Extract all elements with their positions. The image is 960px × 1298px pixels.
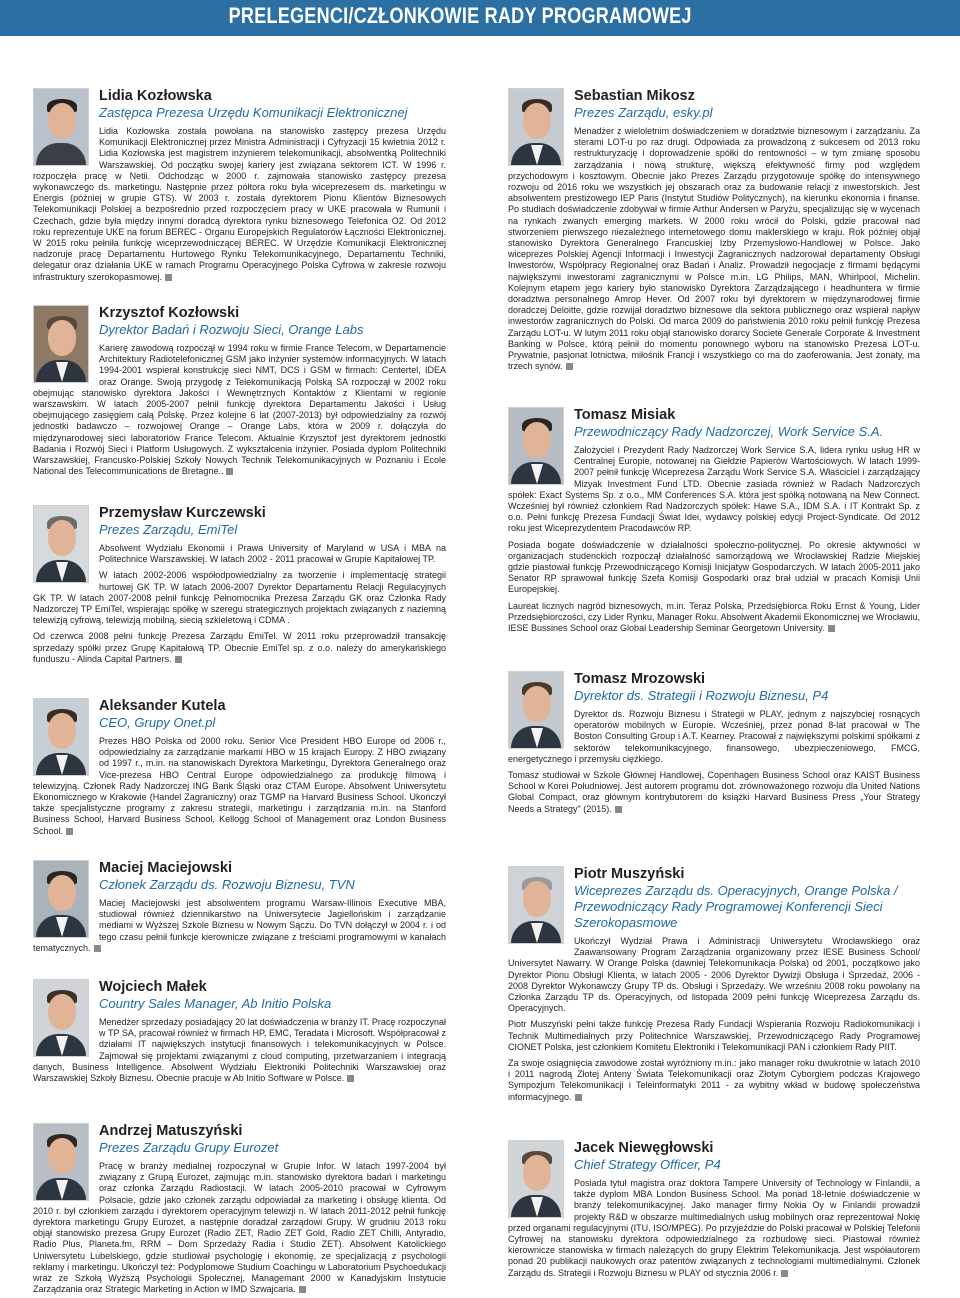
speaker-name: Tomasz Misiak	[574, 407, 676, 423]
speaker-name: Lidia Kozłowska	[99, 88, 212, 104]
speaker-bio: Menadżer z wieloletnim doświadczeniem w doradztwie biznesowym i zarządzaniu. Za sterami LOT-u po raz drugi. Odpowiada za prowadzoną z sukcesem od 2013 roku restrukturyzację i doprowadzenie spółki do rentowności – w tym zmianę sposobu zarządzania i nową strukturę, większą efektywność firmy pod względem przychodowym i kosztowym. Obecnie jako Prezes Zarządu przygotowuje spółkę do intensywnego rozwoju od 2016 roku we wszystkich jej obszarach oraz za budowanie relacji z inwestorskich. Jest absolwentem prestiżowego IEP Paris (Instytut Studiów Politycznych), na kierunku ekonomia i finanse. Po studiach doświadczenie zdobywał w firmie Arthur Andersen w Paryżu, specjalizując się w wycenach na rynkach zwanych emerging markets. W 2000 roku wrócił do Polski, gdzie pracował nad stworzeniem pierwszego niezależnego internetowego domu maklerskiego w kraju. Rok później objął stanowisko Dyrektora Generalnego Francuskiej Izby Przemysłowo-Handlowej w Polsce. Jako wiceprezes Polskiej Agencji Informacji i Inwestycji Zagranicznych nadzorował departamenty Obsługi Inwestorów, Współpracy Regionalnej oraz Badań i Analiz. Prowadził negocjacje z firmami będącymi największymi inwestorami zagranicznymi w Polsce m.in. LG Philips, MAN, Whirlpool, Michelin. Kolejnym etapem jego kariery było stanowisko Dyrektora Zarządzającego i headhuntera w firmie doradztwa personalnego Amrop Hever. Od 2007 roku był dyrektorem w międzynarodowej firmie doradczej Deloitte, gdzie rozwijał doradztwo biznesowe dla sektora publicznego oraz wspierał napływ inwestorów zagranicznych do Polski. Od marca 2009 do państwienia 2010 roku pełnił funkcję Prezesa Zarządu LOT-u. W lutym 2011 roku objął stanowisko dorarcy Societe Generale Corporate & Investment Banking w Polsce, którą pełnił do momentu ponownego wyboru na stanowisko Prezesa LOT-u. Prywatnie, pasjonat lotnictwa, miłośnik Francji i wszystkiego co ma do zaoferowania. Jest żonaty, ma trzech synów.	[508, 126, 920, 372]
speaker-name: Sebastian Mikosz	[574, 88, 695, 104]
speaker-role: Prezes Zarządu Grupy Eurozet	[99, 1140, 279, 1155]
end-mark	[615, 806, 622, 813]
speaker-role: Członek Zarządu ds. Rozwoju Biznesu, TVN	[99, 877, 355, 892]
speaker-card	[508, 671, 920, 820]
end-mark	[226, 468, 233, 475]
speaker-photo	[33, 979, 89, 1057]
speaker-role: Dyrektor ds. Strategii i Rozwoju Biznesu, P4	[574, 688, 829, 703]
end-mark	[828, 625, 835, 632]
speaker-name: Tomasz Mrozowski	[574, 671, 706, 687]
speaker-name: Andrzej Matuszyński	[99, 1123, 243, 1139]
speaker-bio: Karierę zawodową rozpoczął w 1994 roku w firmie France Telecom, w Departamencie Architektury Radiotelefonicznej GSM jako inżynier systemów informacyjnych. W latach 1994-2001 wspierał konstrukcję sieci NMT, DCS i GSM w firmach: Centertel, IDEA oraz Orange. Swoją przygodę z Telekomunikacją Polską SA rozpoczął w 2002 roku obejmując stanowisko dyrektora Jakości i Wewnętrznych Kontaktów z Klientami w regionie warszawskim. W latach 2005-2007 pełnił funkcję dyrektora Departamentu Jakości i Usług obejmującego zasięgiem całą Polskę. Przez kolejne 6 lat (2007-2013) był odpowiedzialny za rozwój jednostki badawczo – rozwojowej Orange – Orange Labs, która w 2009 r. dołączyła do międzynarodowej sieci laboratoriów France Telecom. Aktualnie Krzysztof jest dyrektorem jednostki Badania i Rozwój Sieci i Platform Usługowych. Z wykształcenia inżynier. Posiada dyplom Politechniki Warszawskiej, Francusko-Polskiej Szkoły Nowych Technik Telekomunikacyjnych w Poznaniu i Ecole National des Telecommunications de Bretagne..	[33, 343, 446, 477]
speaker-role: Zastępca Prezesa Urzędu Komunikacji Elektronicznej	[99, 105, 408, 120]
speaker-bio: Menedżer sprzedaży posiadający 20 lat doświadczenia w branży IT. Pracę rozpoczynał w TP SA, pracował również w firmach HP, EMC, Teradata i Microsoft. Współpracował z działami IT największych instytucji finansowych i telekomunikacyjnych w Polsce. Zajmował się projektami związanymi z cloud computing, przetwarzaniem i integracją danych, Business Intelligence. Absolwent Wydziału Elektroniki Politechniki Warszawskiej oraz Warszawskiej Szkoły Biznesu. Obecnie pracuje w Ab Initio Software w Polsce.	[33, 1017, 446, 1084]
speaker-name: Aleksander Kutela	[99, 698, 226, 714]
header-banner	[0, 0, 960, 36]
speaker-bio: Lidia Kozłowska została powołana na stanowisko zastępcy prezesa Urzędu Komunikacji Elektronicznej przez Ministra Administracji i Cyfryzacji 15 kwietnia 2012 r. Lidia Kozłowska jest magistrem inżynierem telekomunikacji, absolwentką Politechniki Warszawskiej. Od początku swojej kariery jest związana sektorem ICT. W 1996 r. rozpoczęła pracę w Netii. Odchodząc w 2000 r. zajmowała stanowisko zastępcy prezesa wykonawczego ds. marketingu. Następnie przez półtora roku była wiceprezesem ds. marketingu w Energis (później w grupie GTS). W 2003 r. została dyrektorem Pionu Klientów Biznesowych Telekomunikacji Polskiej a bezpośrednio przed rozpoczęciem pracy w UKE pracowała w Rumunii i Czechach, gdzie była między innymi doradcą dyrektora rynku biznesowego Telefonica O2. Od 2012 roku reprezentuje UKE na forum BEREC - Organu Europejskich Regulatorów Łączności Elektronicznej. W 2015 roku pełniła funkcję wiceprzewodniczącej BEREC. W Urzędzie Komunikacji Elektronicznej nadzoruje pracę Departamentu Hurtowego Rynku Telekomunikacyjnego, Departamentu Techniki, delegatur oraz działania UKE w ramach Programu Operacyjnego Polska Cyfrowa w zakresie rozwoju infrastruktury szerokopasmowej.	[33, 126, 446, 282]
end-mark	[175, 656, 182, 663]
speaker-bio: Pracę w branży medialnej rozpoczynał w Grupie Infor. W latach 1997-2004 był związany z Grupą Eurozet, zajmując m.in. stanowisko dyrektora badań i marketingu oraz członka Zarządu Radiostacji. W latach 2005-2010 pracował w Cyfrowym Polsacie, gdzie jako członek zarządu odpowiadał za marketing i obsługę klienta. Od 2010 r. był członkiem zarządu i dyrektorem operacyjnym telewizji n. W latach 2011-2012 pełnił funkcję dyrektora marketingu Grupy Eurozet, a następnie doradzał zarządowi Grupy. W grudniu 2013 roku objął stanowisko prezesa Grupy Eurozet (Radio ZET, Radio ZET Gold, Radio ZET Chilli, Antyradio, Radio Plus, Planeta.fm, RRM – Dom Sprzedaży Radia i Studio ZET). Absolwent Katolickiego Uniwersytetu Lubelskiego, gdzie studiował psychologię i ekonomię, ze specjalizacją z psychologii reklamy i marketingu. Ukończył też: Podyplomowe Studium Coachingu w Laboratorium Psychoedukacji wraz ze Szkołą Wyższą Psychologii Społecznej, Managemant 2000 w Kanadyjskim Instytucie Zarządzania oraz Strategic Marketing in Action w IMD Szwajcaria.	[33, 1161, 446, 1295]
speaker-photo	[508, 88, 564, 166]
speaker-bio: Założyciel i Prezydent Rady Nadzorczej Work Service S.A, lidera rynku usług HR w Centralnej Europie, notowanej na Giełdzie Papierów Wartościowych. W latach 1999-2007 pełnił funkcję Wiceprezesa Zarządu Work Service S.A. Właściciel i zarządzający Mizyak Investment Fund LTD. Obecnie zasiada również w Radach Nadzorczych spółek: Exact Systems Sp. z o.o., MM Conferences S.A. która jest spółką notowaną na New Connect. Wcześniej był również członkiem Rad Nadzorczych spółek: Hawe S.A., IDM S.A. i IT Kontrakt Sp. z o.o. Pełni funkcję Prezesa Fundacji Świat Idei, wydawcy polskiej edycji Project-Syndicate. Od 2012 roku jest Wiceprezydentem Pracodawców RP. Posiada bogate doświadczenie w działalności społeczno-politycznej. Po okresie aktywności w organizacjach studenckich rozpoczął działalność samorządową we Wrocławskiej Radzie Miejskiej gdzie piastował funkcję Przewodniczącego Komisji Inicjatyw Gospodarczych. W latach 2005-2011 jako Senator RP sprawował funkcję Szefa Komisji Gospodarki oraz brał udział w pracach Komisji Unii Europejskiej. Laureat licznych nagród biznesowych, m.in. Teraz Polska, Przedsiębiorca Roku Ernst & Young, Lider Przedsiębiorczości, czy Lider Rynku, Manager Roku. Absolwent Akademii Ekonomicznej we Wrocławiu, IESE Bussines School oraz Global Leadership Seminar Georgetown University.	[508, 445, 921, 634]
speaker-card	[508, 1140, 920, 1284]
speaker-role: Country Sales Manager, Ab Initio Polska	[99, 996, 332, 1011]
speaker-bio: Absolwent Wydziału Ekonomii i Prawa University of Maryland w USA i MBA na Politechnice Warszawskiej. W latach 2002 - 2011 pracował w Grupie Kapitałowej TP. W latach 2002-2006 współodpowiedzialny za tworzenie i implementację strategii hurtowej GK TP. W latach 2006-2007 Dyrektor Departamentu Relacji Regulacyjnych GK TP. W latach 2007-2008 pełnił funkcję Pełnomocnika Prezesa Zarządu GK oraz Członka Rady Nadzorczej TP EmiTel, wspierając spółkę w szeregu strategicznych projektach związanych z naziemną telewizją cyfrową, telewizją mobilną, siecią szkieletową i CDMA . Od czerwca 2008 pełni funkcję Prezesa Zarządu EmiTel. W 2011 roku przeprowadził transakcję sprzedaży spółki przez Grupę Kapitałową TP. Obecnie EmiTel sp. z o.o. należy do amerykańskiego funduszu - Alinda Capital Partners.	[33, 543, 446, 664]
end-mark	[66, 828, 73, 835]
speaker-bio: Maciej Maciejowski jest absolwentem programu Warsaw-Illinois Executive MBA, studiował również dziennikarstwo na Uniwersytecie Jagiellońskim i zarządzanie mediami w Wyższej Szkole Biznesu w Nowym Sączu. Do TVN dołączył w 2004 r. i od tego czasu pełnił funkcje kierownicze związane z treściami programowymi w kanałach tematycznych.	[33, 898, 446, 953]
speaker-card	[33, 979, 446, 1089]
speaker-role: Dyrektor Badań i Rozwoju Sieci, Orange Labs	[99, 322, 364, 337]
speaker-name: Jacek Niewęgłowski	[574, 1140, 714, 1156]
page-title: PRELEGENCI/CZŁONKOWIE RADY PROGRAMOWEJ	[228, 3, 692, 28]
end-mark	[575, 1094, 582, 1101]
end-mark	[165, 274, 172, 281]
speaker-photo	[33, 505, 89, 583]
speaker-card	[508, 407, 920, 639]
speaker-name: Krzysztof Kozłowski	[99, 305, 240, 321]
speaker-card	[33, 860, 446, 959]
end-mark	[347, 1075, 354, 1082]
speaker-role: Prezes Zarządu, EmiTel	[99, 522, 238, 537]
speaker-name: Wojciech Małek	[99, 979, 207, 995]
speaker-card	[33, 88, 446, 288]
speaker-photo	[33, 1123, 89, 1201]
speaker-role: Chief Strategy Officer, P4	[574, 1157, 721, 1172]
speaker-role: CEO, Grupy Onet.pl	[99, 715, 216, 730]
speaker-photo	[508, 671, 564, 749]
speaker-role: Wiceprezes Zarządu ds. Operacyjnych, Orange Polska / Przewodniczący Rady Programowej Konferencji Sieci Szerokopasmowe	[574, 883, 898, 930]
speaker-photo	[33, 860, 89, 938]
speaker-role: Przewodniczący Rady Nadzorczej, Work Service S.A.	[574, 424, 884, 439]
speaker-bio: Ukończył Wydział Prawa i Administracji Uniwersytetu Wrocławskiego oraz Zaawansowany Program Zarządzania organizowany przez IESE Business School/ Universytet Nawarry. W Orange Polska (dawniej Telekomunikacja Polska) od 2001, początkowo jako Dyrektor Pionu Obsługi Klienta, w latach 2005 - 2006 Dyrektor Dywizji Obsługa i Sprzedaż, 2006 - 2008 Dyrektor Wykonawczy Grupy TP ds. Obsługi i Sprzedaży. We wrześniu 2008 roku powołany na Członka Zarządu TP ds. Operacyjnych, od listopada 2009 pełni funkcję Wiceprezesa Zarządu ds. Operacyjnych. Piotr Muszyński pełni także funkcję Prezesa Rady Fundacji Wspierania Rozwoju Radiokomunikacji i Technik Multimedialnych przy Politechnice Warszawskiej, Przewodniczącego Rady Programowej CIONET Polska, jest członkiem Komitetu Elektroniki i Telekomunikacji PAN i członkiem Rady PIIT. Za swoje osiągnięcia zawodowe został wyróżniony m.in.: jako manager roku dwukrotnie w latach 2010 i 2011 nagrodą Złotej Anteny Świata Telekomunikacji oraz Złotym Cyborgiem podczas Krajowego Sympozjum Telekomunikacji i Teleinformatyki 2011 - za wybitny wkład w budowę społeczeństwa informacyjnego.	[508, 936, 920, 1102]
speaker-photo	[508, 1140, 564, 1218]
speaker-card	[33, 305, 446, 482]
speaker-bio: Posiada tytuł magistra oraz doktora Tampere University of Technology w Finlandii, a także dyplom MBA London Business School. Ma ponad 18-letnie doświadczenie w branży telekomunikacyjnej. Jako manager firmy Nokia Oy w Finlandii prowadził projekty R&D w obszarze multimedialnych usług mobilnych oraz reprezentował Nokię przed organami regulacyjnymi (ITU, ISO/MPEG). Po przyjeździe do Polski pracował w Polskiej Telefonii Cyfrowej na stanowisku dyrektora odpowiedzialnego za rozbudowę sieci. Piastował również kierownicze stanowiska w firmach należących do grupy Elektrim Telekomunikacja. Jest współautorem ponad 20 publikacji naukowych oraz patentów związanych z technologiami multimedialnymi. Członek Zarządu ds. Strategii i Rozwoju Biznesu w PLAY od stycznia 2006 r.	[508, 1178, 920, 1278]
speaker-photo	[33, 305, 89, 383]
speaker-card	[33, 698, 446, 842]
speaker-photo	[508, 407, 564, 485]
speaker-role: Prezes Zarządu, esky.pl	[574, 105, 713, 120]
speaker-name: Piotr Muszyński	[574, 866, 685, 882]
speaker-card	[33, 505, 446, 670]
speaker-bio: Prezes HBO Polska od 2000 roku. Senior Vice President HBO Europe od 2006 r., odpowiedzialny za zarządzanie markami HBO w 15 krajach Europy. Z HBO związany od 1997 r., m.in. na stanowiskach Dyrektora Marketingu, Dyrektora Generalnego oraz Vice-prezesa HBO Central Europe odpowiedzialnego za produkcję filmową i telewizyjną. Członek Rady Nadzorczej ING Bank Śląski oraz CTAM Europe. Absolwent Uniwersytetu Ekonomicznego w Krakowie (Handel Zagraniczny) oraz TGMP na Harvard Business School. Ukończył także specjalistyczne programy z zakresu strategii, marketingu i zarządzania m.in. na Stanford Business School, Harvard Business School, Kellogg School of Management oraz London Business School.	[33, 736, 446, 836]
speaker-card	[33, 1123, 446, 1298]
speaker-name: Maciej Maciejowski	[99, 860, 232, 876]
speaker-name: Przemysław Kurczewski	[99, 505, 266, 521]
end-mark	[781, 1270, 788, 1277]
speaker-photo	[33, 88, 89, 166]
end-mark	[566, 363, 573, 370]
end-mark	[299, 1286, 306, 1293]
speaker-photo	[508, 866, 564, 944]
speaker-photo	[33, 698, 89, 776]
speaker-bio: Dyrektor ds. Rozwoju Biznesu i Strategii w PLAY, jednym z najszybciej rosnących operatorów mobilnych w Europie. Wcześniej, przez ponad 8-lat pracował w The Boston Consulting Group i A.T. Kearney. Pracował z największymi polskimi spółkami z sektorów telekomunikacyjnego, finansowego, ubezpieczeniowego, FMCG, energetycznego i przemysłu ciężkiego. Tomasz studiował w Szkole Głównej Handlowej, Copenhagen Business School oraz KAIST Business School w Korei Południowej. Jest autorem programu dot. zrównoważonego rozwoju dla United Nations Global Compact, oraz głównym kontrybutorem do książki Harvard Business Press „Your Strategy Needs a Strategy" (2015).	[508, 709, 920, 814]
end-mark	[94, 945, 101, 952]
speaker-card	[508, 88, 920, 377]
speaker-card	[508, 866, 920, 1108]
